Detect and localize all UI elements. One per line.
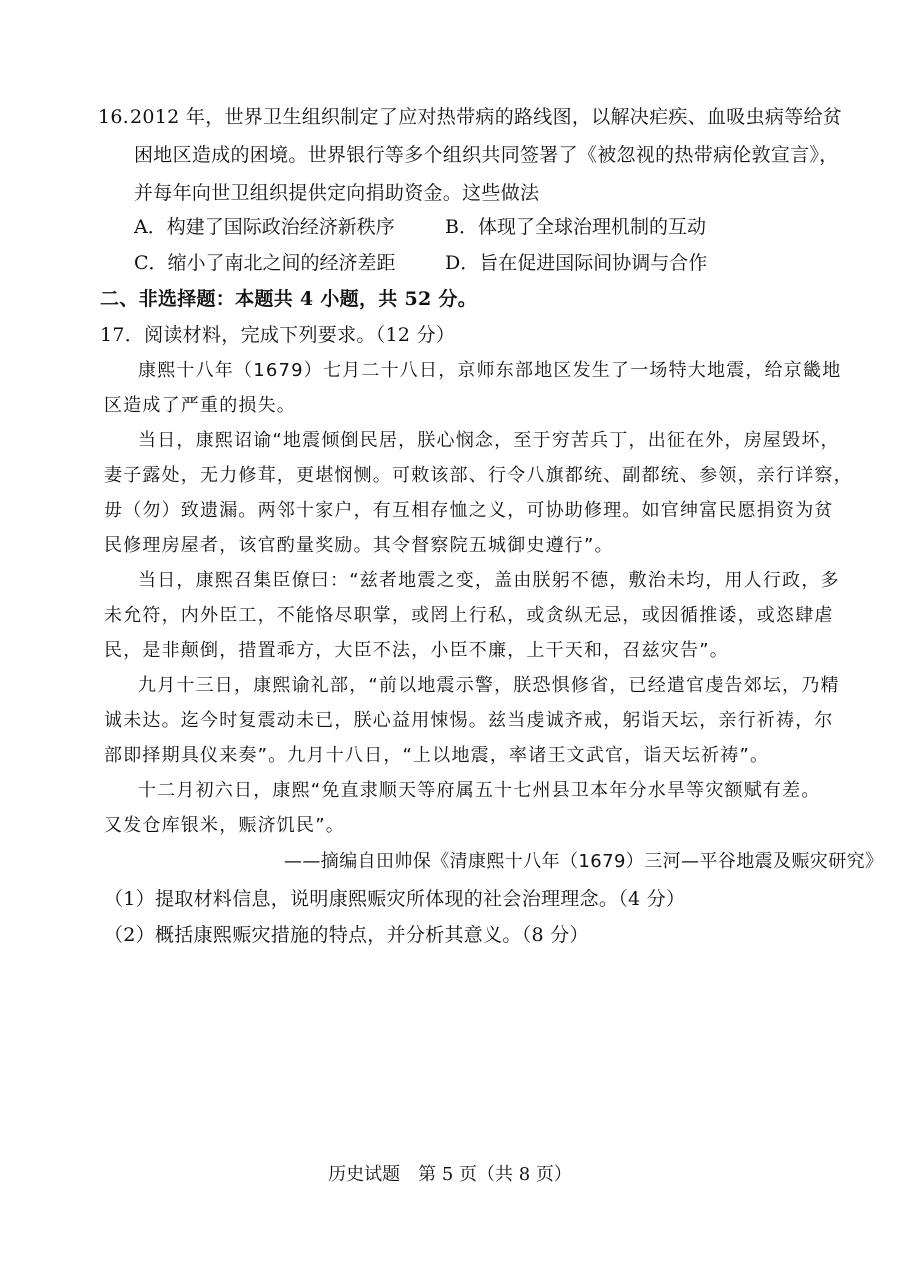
q16-option-d[interactable]: D．旨在促进国际间协调与合作 (445, 252, 708, 274)
material-line-3: 当日，康熙诏谕“地震倾倒民居，朕心悯念，至于穷苦兵丁，出征在外，房屋毁坏， (138, 430, 840, 451)
q16-number: 16. (98, 106, 130, 128)
material-line-14: 又发仓库银米，赈济饥民”。 (104, 815, 345, 836)
material-line-1: 康熙十八年（1679）七月二十八日，京师东部地区发生了一场特大地震，给京畿地 (138, 360, 842, 381)
material-line-12: 部即择期具仪来奏”。九月十八日，“上以地震，率诸王文武官，诣天坛祈祷”。 (104, 745, 770, 766)
material-line-2: 区造成了严重的损失。 (104, 395, 296, 416)
q16-stem-line-2: 困地区造成的困境。世界银行等多个组织共同签署了《被忽视的热带病伦敦宣言》， (134, 144, 839, 166)
q16-option-c[interactable]: C．缩小了南北之间的经济差距 (134, 252, 396, 274)
section-heading: 二、非选择题：本题共 4 小题，共 52 分。 (100, 288, 478, 310)
q16-stem-line-1: 2012 年，世界卫生组织制定了应对热带病的路线图，以解决疟疾、血吸虫病等给贫 (130, 106, 843, 128)
q17-stem: 17．阅读材料，完成下列要求。（12 分） (100, 324, 456, 346)
q17-sub-question-1: （1）提取材料信息，说明康熙赈灾所体现的社会治理理念。（4 分） (104, 888, 686, 910)
material-line-5: 毋（勿）致遗漏。两邻十家户，有互相存恤之义，可协助修理。如官绅富民愿捐资为贫 (104, 500, 834, 521)
material-line-11: 诚未达。迄今时复震动未已，朕心益用悚惕。兹当虔诚齐戒，躬诣天坛，亲行祈祷，尔 (104, 710, 834, 731)
material-line-13: 十二月初六日，康熙“免直隶顺天等府属五十七州县卫本年分水旱等灾额赋有差。 (138, 780, 821, 801)
page-footer: 历史试题 第 5 页（共 8 页） (328, 1164, 572, 1185)
q16-option-a[interactable]: A．构建了国际政治经济新秩序 (134, 216, 395, 238)
material-line-9: 民，是非颠倒，措置乖方，大臣不法，小臣不廉，上干天和，召兹灾告”。 (104, 640, 729, 661)
material-line-4: 妻子露处，无力修茸，更堪悯恻。可敕该部、行令八旗都统、副都统、参领，亲行详察， (104, 465, 853, 486)
material-line-8: 未允符，内外臣工，不能恪尽职掌，或罔上行私，或贪纵无忌，或因循推诿，或恣肆虐 (104, 605, 834, 626)
q16-stem-line-3: 并每年向世卫组织提供定向捐助资金。这些做法 (134, 182, 540, 204)
q17-sub-question-2: （2）概括康熙赈灾措施的特点，并分析其意义。（8 分） (104, 924, 589, 946)
material-line-7: 当日，康熙召集臣僚曰：“兹者地震之变，盖由朕躬不德，敷治未均，用人行政，多 (138, 570, 840, 591)
material-line-6: 民修理房屋者，该官酌量奖励。其令督察院五城御史遵行”。 (104, 535, 614, 556)
material-line-10: 九月十三日，康熙谕礼部，“前以地震示警，朕恐惧修省，已经遣官虔告郊坛，乃精 (138, 675, 840, 696)
material-source: ——摘编自田帅保《清康熙十八年（1679）三河—平谷地震及赈灾研究》 (284, 851, 884, 872)
q16-option-b[interactable]: B．体现了全球治理机制的互动 (445, 216, 706, 238)
